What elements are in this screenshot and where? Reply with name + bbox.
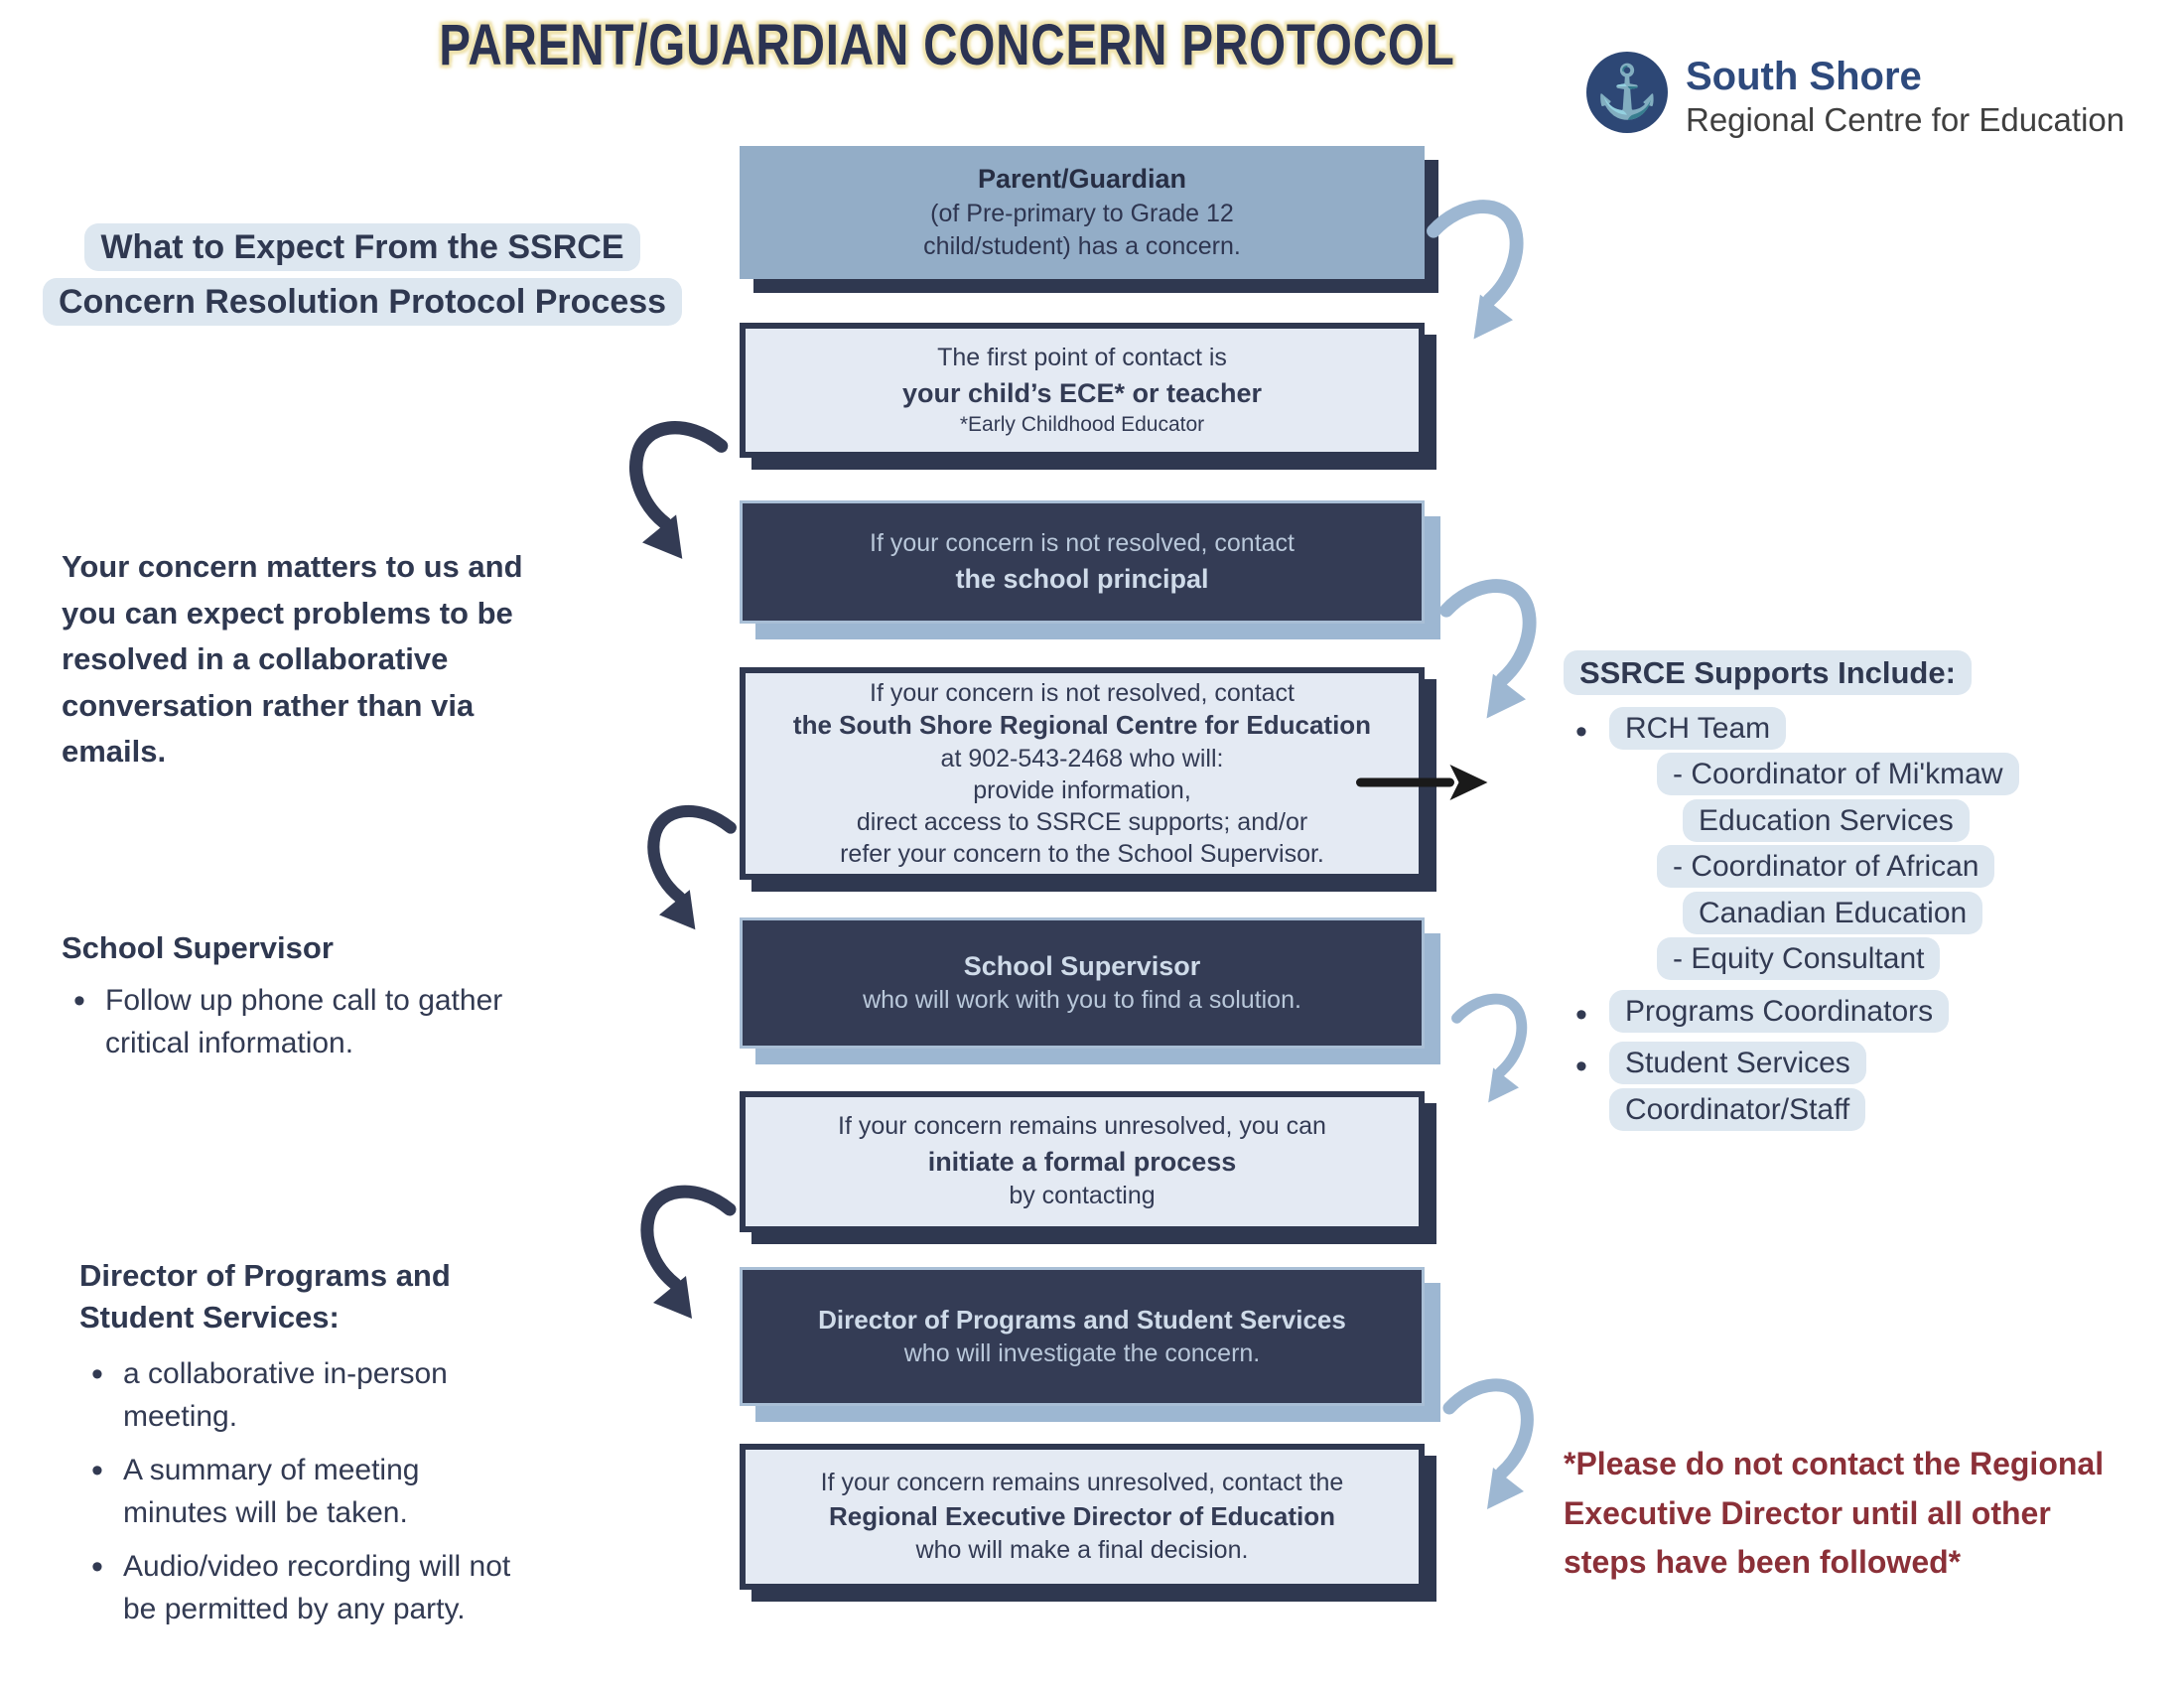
director-heading: Director of Programs and Student Services:: [79, 1258, 451, 1335]
flow-box-first-contact: [740, 323, 1425, 458]
curved-arrow-icon: [1434, 1368, 1554, 1517]
flow-box-regional-executive-director: [740, 1444, 1425, 1590]
flow-box-school-supervisor: [740, 917, 1425, 1049]
concern-paragraph: Your concern matters to us and you can expect problems to be resolved in a collaborative conversation rather than via emails.: [62, 549, 523, 769]
logo-name: South Shore: [1686, 55, 1922, 98]
box-line: who will make a final decision.: [915, 1535, 1249, 1564]
supports-panel: [1564, 647, 2080, 1139]
supports-item: • Programs Coordinators: [1564, 989, 2046, 1036]
box-line: *Early Childhood Educator: [959, 412, 1205, 436]
box-line: Regional Executive Director of Education: [829, 1501, 1335, 1532]
curved-arrow-icon: [1422, 189, 1541, 348]
logo: [1586, 52, 2124, 140]
box-line: the South Shore Regional Centre for Education: [792, 710, 1372, 741]
box-line: the school principal: [955, 563, 1209, 594]
box-line: at 902-543-2468 who will:: [940, 744, 1224, 773]
logo-subtitle: Regional Centre for Education: [1686, 101, 2125, 138]
box-line: who will work with you to find a solution.: [863, 986, 1301, 1015]
school-supervisor-note: [62, 927, 598, 1075]
box-line: If your concern remains unresolved, contact the: [820, 1468, 1344, 1496]
supports-subitem: - Coordinator of Mi'kmaw Education Services: [1657, 752, 2040, 844]
box-line: by contacting: [1009, 1182, 1156, 1210]
school-supervisor-bullet: • Follow up phone call to gather critical information.: [62, 979, 572, 1065]
expect-heading: What to Expect From the SSRCE Concern Resolution Protocol Process: [40, 220, 685, 330]
box-line: (of Pre-primary to Grade 12 child/student) has a concern.: [923, 199, 1241, 261]
box-line: direct access to SSRCE supports; and/or: [856, 807, 1308, 836]
box-line: provide information,: [973, 775, 1191, 804]
flow-box-school-principal: [740, 500, 1425, 624]
director-bullet: • A summary of meeting minutes will be taken.: [79, 1449, 500, 1535]
box-line: your child’s ECE* or teacher: [901, 377, 1263, 408]
box-line: Director of Programs and Student Services: [818, 1304, 1346, 1335]
director-note: [79, 1255, 635, 1641]
supports-item: • RCH Team - Coordinator of Mi'kmaw Education Services - Coordinator of African Canadian Education - Equity Consultant: [1564, 706, 2046, 983]
director-bullet: • a collaborative in-person meeting.: [79, 1352, 461, 1439]
box-line: initiate a formal process: [927, 1146, 1237, 1177]
box-line: refer your concern to the School Supervisor.: [840, 839, 1324, 868]
box-line: who will investigate the concern.: [903, 1338, 1261, 1367]
curved-arrow-icon: [623, 1174, 743, 1323]
supports-subitem: - Equity Consultant: [1657, 936, 2040, 983]
flow-box-parent-guardian: [740, 146, 1425, 279]
box-line: If your concern remains unresolved, you can: [838, 1112, 1326, 1141]
box-line: School Supervisor: [963, 951, 1201, 982]
curved-arrow-icon: [1434, 568, 1554, 727]
anchor-icon: ⚓: [1586, 52, 1668, 133]
box-line: The first point of contact is: [937, 344, 1227, 372]
curved-arrow-icon: [614, 409, 733, 563]
supports-item: • Student Services Coordinator/Staff: [1564, 1041, 2046, 1133]
flow-box-formal-process: [740, 1091, 1425, 1232]
page-title: PARENT/GUARDIAN CONCERN PROTOCOL: [439, 13, 1455, 77]
box-line: If your concern is not resolved, contact: [870, 529, 1295, 558]
curved-arrow-icon: [1434, 985, 1554, 1109]
flow-box-director: [740, 1267, 1425, 1406]
footnote-warning: *Please do not contact the Regional Executive Director until all other steps have been followed*: [1564, 1446, 2105, 1581]
curved-arrow-icon: [627, 794, 747, 933]
school-supervisor-heading: School Supervisor: [62, 930, 334, 965]
flow-box-ssrce-contact: [740, 667, 1425, 880]
director-bullet: • Audio/video recording will not be permitted by any party.: [79, 1545, 520, 1631]
box-line: If your concern is not resolved, contact: [870, 679, 1295, 708]
box-line: Parent/Guardian: [977, 164, 1187, 195]
supports-heading: SSRCE Supports Include:: [1564, 647, 2080, 700]
supports-subitem: - Coordinator of African Canadian Education: [1657, 844, 2040, 936]
right-arrow-icon: [1352, 761, 1496, 804]
